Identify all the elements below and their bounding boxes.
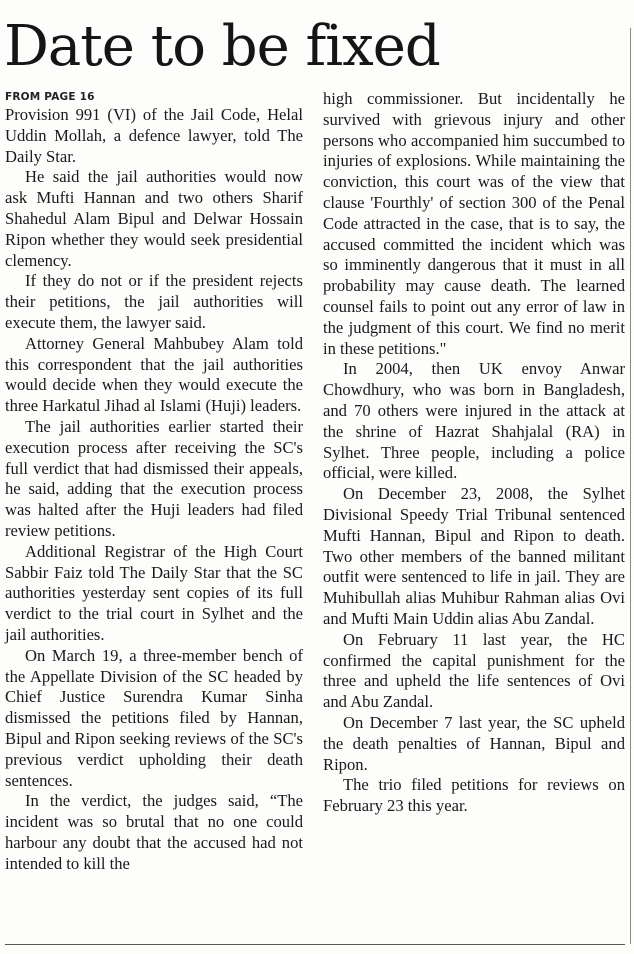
right-column (323, 89, 625, 817)
paragraph: On March 19, a three-member bench of the Appellate Division of the SC headed by Chief Justice Surendra Kumar Sinha dismissed the petitions filed by Hannan, Bipul and Ripon seeking reviews of the SC's previous verdict upholding their death sentences. (5, 645, 303, 790)
paragraph: On December 23, 2008, the Sylhet Divisional Speedy Trial Tribunal sentenced Mufti Hannan, Bipul and Ripon to death. Two other members of the banned militant outfit were sentenced to life in jail. They are Muhibullah alias Muhibur Rahman alias Ovi and Mufti Main Uddin alias Abu Zandal. (323, 484, 625, 628)
paragraph: In 2004, then UK envoy Anwar Chowdhury, who was born in Bangladesh, and 70 others were injured in the attack at the shrine of Hazrat Shahjalal (RA) in Sylhet. Three people, including a police official, were killed. (323, 359, 625, 483)
paragraph: The trio filed petitions for reviews on February 23 this year. (323, 775, 625, 816)
paragraph: If they do not or if the president rejects their petitions, the jail authorities will execute them, the lawyer said. (5, 271, 303, 332)
paragraph: On February 11 last year, the HC confirmed the capital punishment for the three and upheld the life sentences of Ovi and Abu Zandal. (323, 629, 625, 712)
paragraph: Provision 991 (VI) of the Jail Code, Helal Uddin Mollah, a defence lawyer, told The Daily Star. (5, 105, 303, 166)
paragraph: Attorney General Mahbubey Alam told this correspondent that the jail authorities would decide when they would execute the three Harkatul Jihad al Islami (Huji) leaders. (5, 333, 303, 416)
bottom-rule (5, 944, 625, 945)
continuation-kicker: FROM PAGE 16 (5, 91, 95, 103)
left-column (5, 105, 303, 874)
paragraph: The jail authorities earlier started their execution process after receiving the SC's full verdict that had dismissed their appeals, he said, adding that the execution process was halted after the Huji leaders had filed review petitions. (5, 416, 303, 540)
paragraph: In the verdict, the judges said, “The incident was so brutal that no one could harbour any doubt that the accused had not intended to kill the (5, 791, 303, 873)
paragraph: high commissioner. But incidentally he survived with grievous injury and other persons who accompanied him succumbed to injuries of explosions. While maintaining the conviction, this court was of the view that clause 'Fourthly' of section 300 of the Penal Code attracted in the case, that is to say, the accused committed the incident which was so imminently dangerous that it must in all probability may cause death. The learned counsel fails to point out any error of law in the judgment of this court. We find no merit in these petitions." (323, 89, 625, 358)
paragraph: On December 7 last year, the SC upheld the death penalties of Hannan, Bipul and Ripon. (323, 712, 625, 774)
headline: Date to be fixed (4, 14, 440, 79)
column-rule-right (630, 28, 631, 944)
paragraph: Additional Registrar of the High Court Sabbir Faiz told The Daily Star that the SC authorities yesterday sent copies of its full verdict to the trial court in Sylhet and the jail authorities. (5, 541, 303, 644)
paragraph: He said the jail authorities would now ask Mufti Hannan and two others Sharif Shahedul Alam Bipul and Delwar Hossain Ripon whether they would seek presidential clemency. (5, 167, 303, 270)
